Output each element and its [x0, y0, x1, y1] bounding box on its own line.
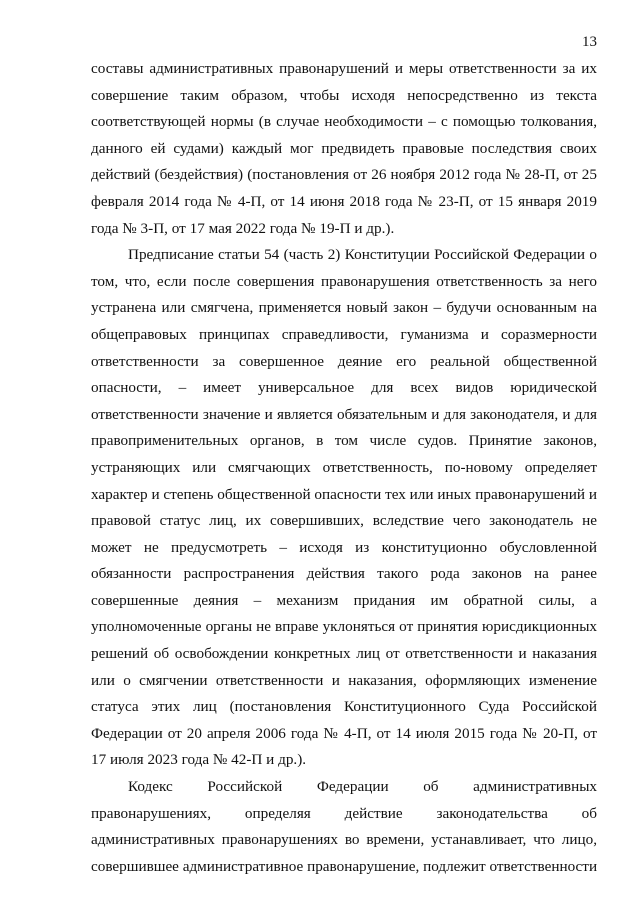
text-line: может не предусмотреть – исходя из конституционно обусловленной: [91, 538, 597, 556]
text-line: 17 июля 2023 года № 42-П и др.).: [91, 751, 307, 769]
text-line: данного ей судами) каждый мог предвидеть правовые последствия своих: [91, 139, 597, 157]
body-text: [91, 56, 597, 880]
text-line: правонарушениях, определяя действие законодательства об: [91, 804, 597, 822]
text-line: совершившее административное правонарушение, подлежит ответственности: [91, 857, 597, 875]
text-line: правовой статус лиц, их совершивших, вследствие чего законодатель не: [91, 512, 597, 530]
text-line: ответственности значение и является обязательным и для законодателя, и для: [91, 405, 597, 423]
text-line: Федерации от 20 апреля 2006 года № 4-П, от 14 июля 2015 года № 20-П, от: [91, 724, 597, 742]
text-line: том, что, если после совершения правонарушения ответственность за него: [91, 272, 597, 290]
text-line: уполномоченные органы не вправе уклоняться от принятия юрисдикционных: [91, 618, 597, 636]
text-line: устраняющих или смягчающих ответственность, по-новому определяет: [91, 458, 597, 476]
text-line: общеправовых принципах справедливости, гуманизма и соразмерности: [91, 325, 597, 343]
text-line: составы административных правонарушений и меры ответственности за их: [91, 60, 597, 77]
text-line: статуса этих лиц (постановления Конституционного Суда Российской: [91, 698, 597, 716]
text-line: соответствующей нормы (в случае необходимости – с помощью толкования,: [91, 113, 597, 131]
text-line: обязанности распространения действия такого рода законов на ранее: [91, 565, 597, 583]
text-line: действий (бездействия) (постановления от 26 ноября 2012 года № 28-П, от 25: [91, 166, 597, 184]
text-line: ответственности за совершенное деяние его реальной общественной: [91, 352, 597, 370]
text-line: правоприменительных органов, в том числе судов. Принятие законов,: [91, 432, 597, 450]
text-line: устранена или смягчена, применяется новый закон – будучи основанным на: [91, 299, 597, 317]
text-line: совершение таким образом, чтобы исходя непосредственно из текста: [91, 86, 597, 104]
text-line: совершенные деяния – механизм придания им обратной силы, а: [91, 591, 597, 609]
page-number: 13: [582, 34, 597, 50]
text-line: Предписание статьи 54 (часть 2) Конституции Российской Федерации о: [128, 246, 597, 264]
text-line: решений об освобождении конкретных лиц от ответственности и наказания: [91, 645, 597, 663]
text-line: февраля 2014 года № 4-П, от 14 июня 2018 года № 23-П, от 15 января 2019: [91, 192, 597, 210]
text-line: опасности, – имеет универсальное для всех видов юридической: [91, 379, 597, 397]
text-line: года № 3-П, от 17 мая 2022 года № 19-П и др.).: [91, 219, 395, 237]
text-line: административных правонарушениях во времени, устанавливает, что лицо,: [91, 831, 597, 849]
text-line: Кодекс Российской Федерации об административных: [128, 778, 597, 796]
text-line: или о смягчении ответственности и наказания, оформляющих изменение: [91, 671, 597, 689]
text-line: характер и степень общественной опасности тех или иных правонарушений и: [91, 485, 597, 503]
